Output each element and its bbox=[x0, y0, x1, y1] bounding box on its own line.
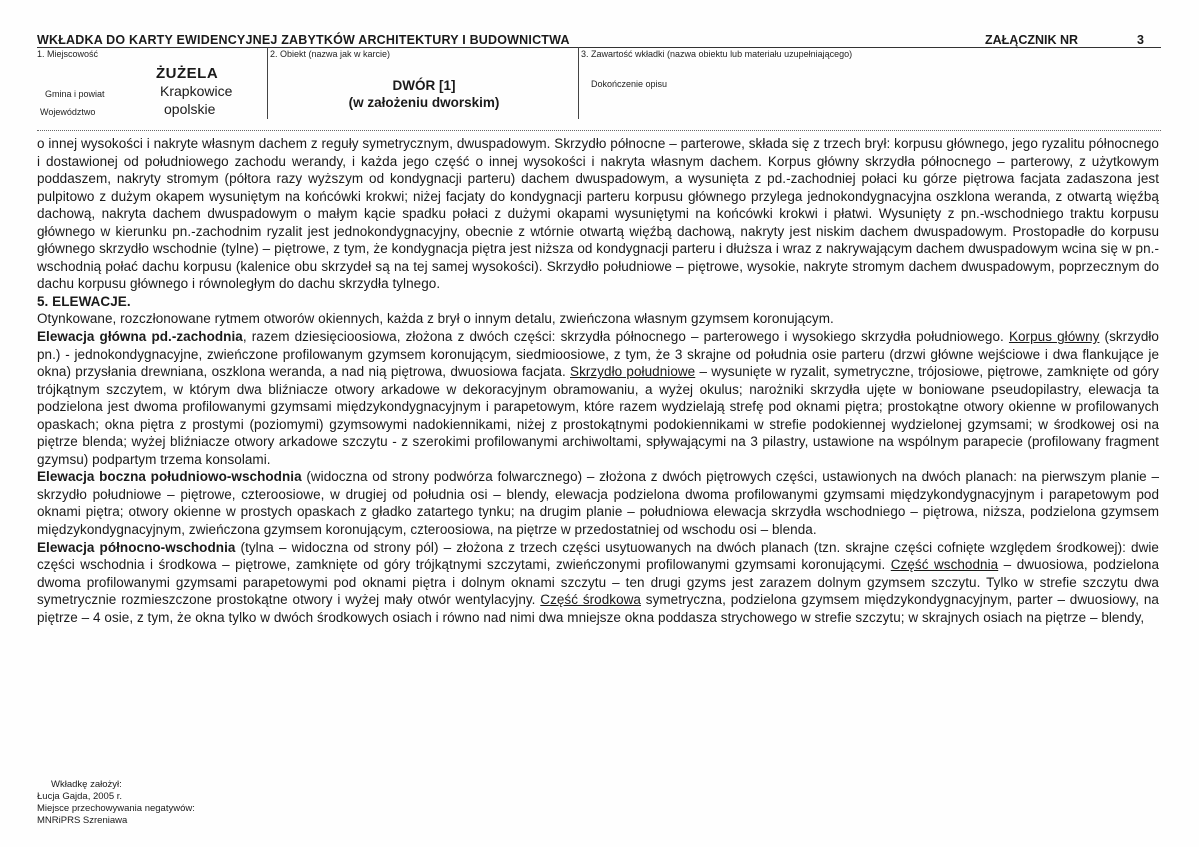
main-elevation-text-c: – wysunięte w ryzalit, symetryczne, trójosiowe, piętrowe, zamknięte od góry trójkątnym szczytem, w którym dwa bliźniacze otwory arkadowe w dekoracyjnym obramowaniu, a wyżej okulus; narożniki skrzydła ujęte w boniowane pseudopilastry, elewacja ta podzielona jest dwoma profilowanymi gzymsami międzykondygnacyjnym i parapetowym, które razem wydzielają strefę pod oknami piętra; prostokątne otwory okienne w profilowanych opaskach; okna piętra z prostymi (poziomymi) gzymsowymi nadokiennikami, niżej z prostokątnymi podokiennikami w strefie podokiennej wydzielonej gzymsami; w środkowej osi na piętrze blenda; wyżej bliźniacze otwory arkadowe szczytu - z szerokimi profilowanymi archiwoltami, spływającymi na 3 pilastry, ustawione na wspólnym parapecie (profilowany fragment gzymsu) podpartym trzema konsolami. bbox=[37, 364, 1159, 467]
section-heading-elevations: 5. ELEWACJE. bbox=[37, 293, 131, 309]
paragraph-elevations-intro: Otynkowane, rozczłonowane rytmem otworów okiennych, każda z brył o innym detalu, zwieńczona własnym gzymsem koronującym. bbox=[37, 311, 834, 327]
main-elevation-text-a: , razem dziesięcioosiowa, złożona z dwóch części: skrzydła północnego – parterowego i wysokiego skrzydła południowego. bbox=[242, 329, 1009, 345]
district-value: Krapkowice bbox=[160, 83, 233, 99]
footer-block bbox=[37, 779, 195, 827]
object-context: (w założeniu dworskim) bbox=[348, 95, 500, 110]
paragraph-side-elevation bbox=[37, 468, 1159, 538]
content-value: Dokończenie opisu bbox=[591, 79, 668, 89]
rear-elevation-text-c: symetryczna, podzielona gzymsem międzykondygnacyjnym, parter – dwuosiowy, na piętrze – 4 osie, z tym, że okna tylko w dwóch środkowych osiach i równo nad nimi dwa mniejsze okna poddasza strychowego w strefie szczytu; w skrajnych osiach na piętrze – blendy, bbox=[37, 592, 1159, 625]
description-body bbox=[37, 135, 1159, 626]
column-divider-2 bbox=[578, 47, 579, 119]
rear-elevation-heading: Elewacja północno-wschodnia bbox=[37, 539, 236, 555]
storage-value: MNRiPRS Szreniawa bbox=[37, 815, 128, 826]
form-title: WKŁADKA DO KARTY EWIDENCYJNEJ ZABYTKÓW ARCHITEKTURY I BUDOWNICTWA bbox=[37, 33, 570, 47]
object-label: 2. Obiekt (nazwa jak w karcie) bbox=[270, 49, 391, 59]
content-label: 3. Zawartość wkładki (nazwa obiektu lub materiału uzupełniającego) bbox=[581, 49, 853, 59]
paragraph-rear-elevation bbox=[37, 539, 1159, 627]
paragraph-main-elevation bbox=[37, 328, 1159, 468]
storage-label: Miejsce przechowywania negatywów: bbox=[37, 803, 195, 814]
header-rule bbox=[37, 47, 1161, 48]
main-elevation-text-b: (skrzydło pn.) - jednokondygnacyjne, zwieńczone profilowanym gzymsem koronującym, siedmioosiowe, z tym, że 3 skrajne od południa osie parteru (drzwi główne wejściowe i dwa flankujące je okna) przysłania drewniana, oszklona weranda, a nad nią piętrowa, dwuosiowa facjata. bbox=[37, 329, 1159, 380]
paragraph-structure: o innej wysokości i nakryte własnym dachem z reguły symetrycznym, dwuspadowym. Skrzydło północne – parterowe, składa się z trzech brył: korpusu głównego, jego ryzalitu północnego i dostawionej od południowego zachodu werandy, i każda jego część o innej wysokości i nakryta własnym dachem. Korpus główny skrzydła północnego – parterowy, z użytkowym poddaszem, nakryty stromym (półtora razy wyższym od kondygnacji parteru) dachem dwuspadowym, a wysunięta z pd.-zachodniej połaci ku górze piętrowa facjata zadaszona jest pulpitowo z dużym okapem wysuniętym na końcówki krokwi; niżej facjaty do kondygnacji parteru korpusu głównego przylega jednokondygnacyjna oszklona weranda, z otwartą więźbą dachową, nakryta dachem dwuspadowym o małym kącie spadku połaci z dużymi okapami wysuniętymi na końcówki krokwi i płatwi. Wysunięty z pn.-wschodniego traktu korpusu głównego w kierunku pn.-zachodnim ryzalit jest jednokondygnacyjny, obecnie z wtórnie otwartą więźbą dachową, nakryty jest niskim dachem dwuspadowym. Prostopadłe do korpusu głównego skrzydło wschodnie (tylne) – piętrowe, z tym, że kondygnacja piętra jest niższa od kondygnacji parteru i dłuższa i wraz z nakrywającym dachem dwuspadowym wcina się w pn.-wschodnią połać dachu korpusu (kalenice obu skrzydeł są na tej samej wysokości). Skrzydło południowe – piętrowe, wysokie, nakryte stromym dachem dwuspadowym, poprzecznym do dachu korpusu głównego i równoległym do dachu skrzydła tylnego. bbox=[37, 136, 1159, 292]
rear-elevation-text-a: (tylna – widoczna od strony pól) – złożona z trzech części usytuowanych na dwóch planach (tzn. skrajne części cofnięte względem środkowej): dwie części wschodnia i środkowa – piętrowe, zamknięte od góry trójkątnymi szczytami, zwieńczonymi profilowanymi gzymsami koronującymi. bbox=[37, 539, 1159, 573]
side-elevation-heading: Elewacja boczna południowo-wschodnia bbox=[37, 469, 302, 485]
middle-part-term: Część środkowa bbox=[540, 592, 641, 608]
east-part-term: Część wschodnia bbox=[890, 557, 999, 573]
attachment-number: 3 bbox=[1137, 33, 1144, 47]
column-divider-1 bbox=[267, 47, 268, 119]
province-value: opolskie bbox=[164, 101, 216, 117]
province-label: Województwo bbox=[40, 107, 96, 117]
object-name: DWÓR [1] bbox=[392, 78, 456, 93]
author-label: Wkładkę założył: bbox=[51, 779, 122, 790]
side-elevation-text: (widoczna od strony podwórza folwarcznego) – złożona z dwóch piętrowych części, ustawionych na dwóch planach: na pierwszym planie – skrzydło południowe – piętrowe, czteroosiowe, w drugiej od południa osi – blendy, elewacja podzielona dwoma profilowanymi gzymsami międzykondygnacyjnym i parapetowym pod oknami piętra; otwory okienne w prostych opaskach z gładko zatartego tynku; na drugim planie – południowa elewacja skrzydła wschodniego – piętrowa, niższa, podzielona gzymsem międzykondygnacyjnym, zwieńczona gzymsem koronującym, czteroosiowa, na piętrze w przedostatniej od wschodu osi – blenda. bbox=[37, 469, 1160, 538]
locality-label: 1. Miejscowość bbox=[37, 49, 99, 59]
attachment-label: ZAŁĄCZNIK NR bbox=[985, 33, 1079, 47]
author-value: Łucja Gajda, 2005 r. bbox=[37, 791, 123, 802]
south-wing-term: Skrzydło południowe bbox=[570, 364, 696, 380]
section-rule bbox=[37, 130, 1161, 131]
rear-elevation-text-b: – dwuosiowa, podzielona dwoma profilowanymi gzymsami parapetowymi pod oknami piętra i dolnym oknami szczytu – ten drugi gzyms jest zarazem dolnym gzymsem szczytu. Tylko w strefie szczytu dwa symetrycznie rozmieszczone prostokątne otwory i wyżej mały otwór wentylacyjny. bbox=[37, 557, 1160, 608]
locality-value: ŻUŻELA bbox=[156, 65, 219, 82]
district-label: Gmina i powiat bbox=[45, 89, 105, 99]
main-body-term: Korpus główny bbox=[1008, 329, 1100, 345]
main-elevation-heading: Elewacja główna pd.-zachodnia bbox=[37, 329, 243, 345]
